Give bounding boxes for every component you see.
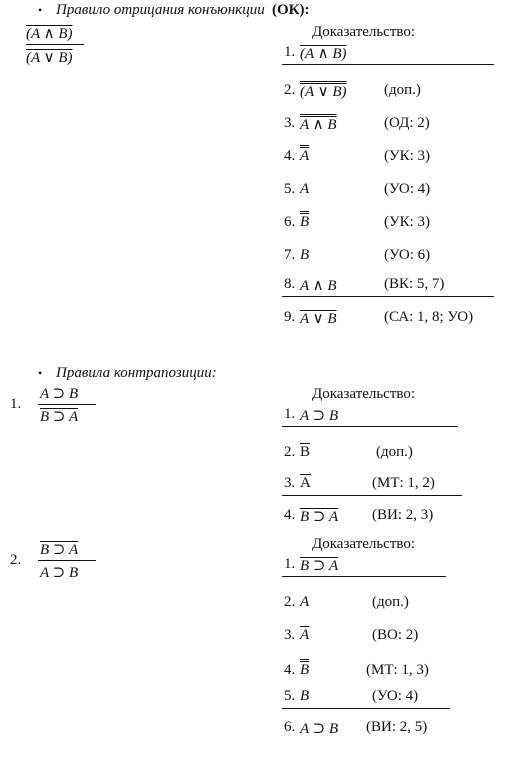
line-formula: A ∧ B bbox=[300, 278, 337, 294]
line-number: 8. bbox=[284, 276, 296, 292]
proof-label: Доказательство: bbox=[312, 536, 416, 552]
section-title: Правило отрицания конъюнкции bbox=[56, 2, 265, 18]
line-formula: A ∨ B bbox=[300, 311, 337, 327]
bullet: • bbox=[38, 366, 43, 380]
line-justification: (МТ: 1, 2) bbox=[372, 475, 435, 491]
rule-conclusion: (A ∨ B) bbox=[26, 50, 73, 66]
line-formula: $\overline{B}$ bbox=[300, 444, 311, 460]
line-justification: (ВИ: 2, 3) bbox=[372, 507, 434, 523]
line-number: 3. bbox=[284, 627, 296, 643]
rule-premise: B ⊃ A bbox=[40, 542, 79, 558]
line-formula: (A ∧ B) bbox=[300, 46, 347, 62]
inference-line bbox=[38, 404, 96, 405]
line-justification: (ВИ: 2, 5) bbox=[366, 719, 428, 735]
line-justification: (УО: 6) bbox=[384, 247, 431, 263]
line-formula: B ⊃ A bbox=[300, 509, 339, 525]
line-number: 6. bbox=[284, 214, 296, 230]
line-justification: (ОД: 2) bbox=[384, 115, 430, 131]
line-formula: B bbox=[300, 247, 310, 263]
line-formula: B bbox=[300, 662, 310, 678]
rule-number: 2. bbox=[10, 552, 22, 568]
line-formula: B bbox=[300, 214, 310, 230]
line-number: 4. bbox=[284, 662, 296, 678]
line-justification: (доп.) bbox=[376, 444, 413, 460]
line-number: 1. bbox=[284, 556, 296, 572]
rule-number: 1. bbox=[10, 396, 22, 412]
rule-conclusion: A ⊃ B bbox=[40, 565, 79, 581]
line-number: 1. bbox=[284, 406, 296, 422]
line-justification: (УК: 3) bbox=[384, 148, 431, 164]
inference-line bbox=[38, 560, 96, 561]
line-justification: (СА: 1, 8; УО) bbox=[384, 309, 474, 325]
line-justification: (УК: 3) bbox=[384, 214, 431, 230]
line-justification: (ВК: 5, 7) bbox=[384, 276, 445, 292]
line-formula: $\overline{A}$ bbox=[300, 627, 310, 643]
line-number: 4. bbox=[284, 507, 296, 523]
line-formula: A bbox=[300, 181, 310, 197]
bullet: • bbox=[38, 3, 43, 17]
inference-line bbox=[282, 708, 450, 709]
line-formula: A ⊃ B bbox=[300, 408, 339, 424]
line-justification: (УО: 4) bbox=[372, 688, 419, 704]
inference-line bbox=[282, 296, 494, 297]
line-formula: A bbox=[300, 148, 310, 164]
line-formula: B ⊃ A bbox=[300, 558, 339, 574]
line-number: 7. bbox=[284, 247, 296, 263]
line-number: 4. bbox=[284, 148, 296, 164]
line-number: 5. bbox=[284, 181, 296, 197]
line-formula: A ∧ B bbox=[300, 117, 337, 133]
line-number: 9. bbox=[284, 309, 296, 325]
line-number: 3. bbox=[284, 115, 296, 131]
premise-line bbox=[282, 426, 458, 427]
line-justification: (МТ: 1, 3) bbox=[366, 662, 429, 678]
inference-line bbox=[282, 495, 462, 496]
line-formula: (A ∨ B) bbox=[300, 84, 347, 100]
premise-line bbox=[282, 64, 494, 65]
line-justification: (УО: 4) bbox=[384, 181, 431, 197]
line-formula: A ⊃ B bbox=[300, 721, 339, 737]
line-number: 2. bbox=[284, 594, 296, 610]
line-justification: (доп.) bbox=[372, 594, 409, 610]
rule-premise: A ⊃ B bbox=[40, 386, 79, 402]
line-justification: (ВО: 2) bbox=[372, 627, 419, 643]
rule-abbreviation: (ОК): bbox=[272, 2, 310, 18]
line-number: 1. bbox=[284, 44, 296, 60]
premise-line bbox=[282, 576, 446, 577]
rule-premise: (A ∧ B) bbox=[26, 26, 73, 42]
line-number: 3. bbox=[284, 475, 296, 491]
line-formula: $\overline{A}$ bbox=[300, 475, 311, 491]
rule-conclusion: B ⊃ A bbox=[40, 409, 79, 425]
line-formula: A bbox=[300, 594, 310, 610]
line-number: 6. bbox=[284, 719, 296, 735]
inference-line bbox=[26, 44, 84, 45]
proof-label: Доказательство: bbox=[312, 386, 416, 402]
proof-label: Доказательство: bbox=[312, 24, 416, 40]
line-number: 2. bbox=[284, 444, 296, 460]
line-formula: B bbox=[300, 688, 310, 704]
line-number: 5. bbox=[284, 688, 296, 704]
line-justification: (доп.) bbox=[384, 82, 421, 98]
line-number: 2. bbox=[284, 82, 296, 98]
section-title: Правила контрапозиции: bbox=[56, 365, 217, 381]
